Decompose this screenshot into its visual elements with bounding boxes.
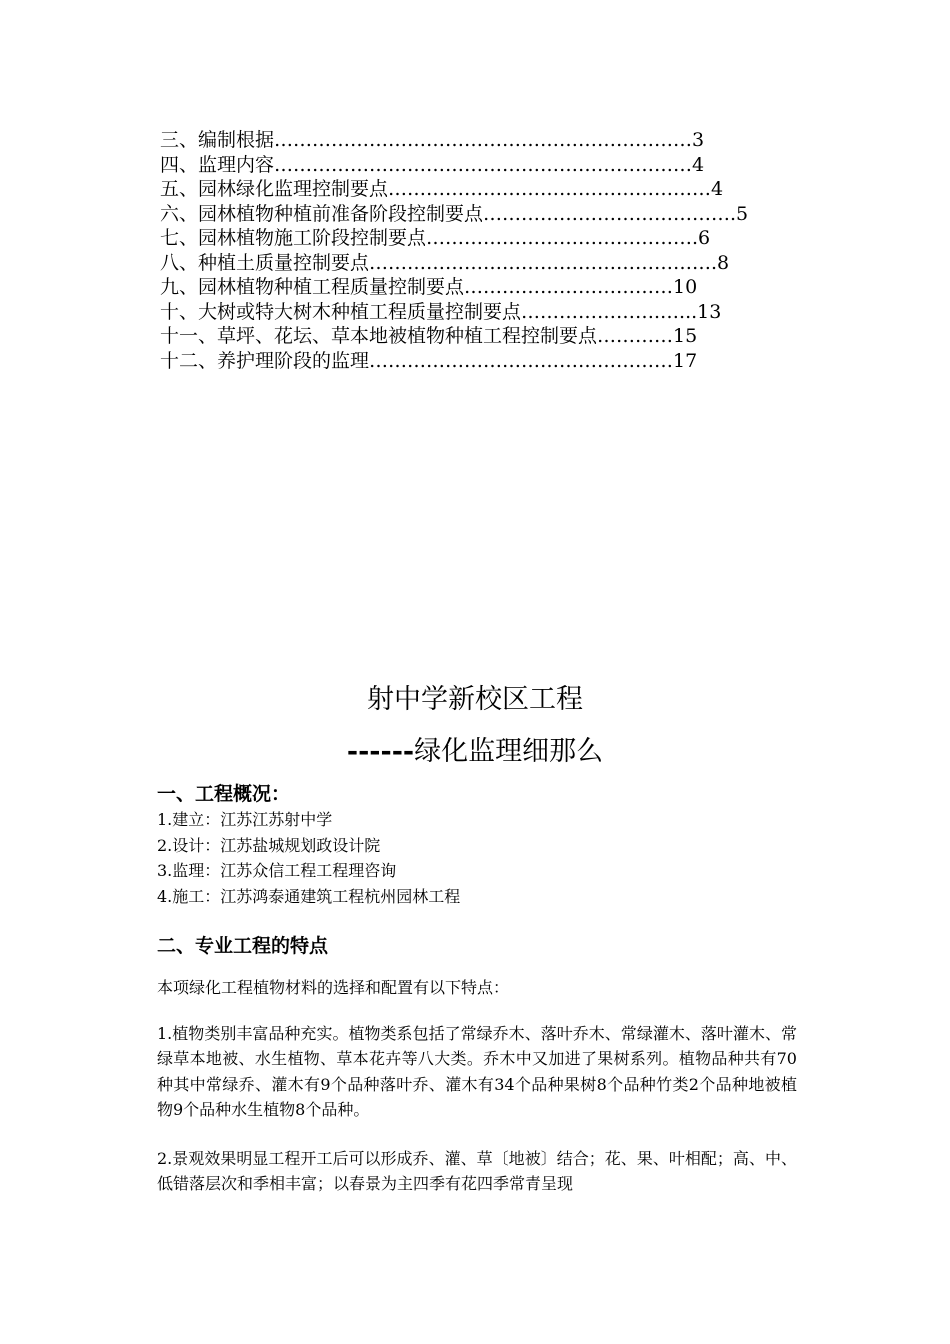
overview-item-construction: 4.施工：江苏鸿泰通建筑工程杭州园林工程 [157,886,461,906]
section-heading-overview: 一、工程概况： [157,783,291,805]
toc-entry-12[interactable]: 十二、养护理阶段的监理…………………………………………17 [160,349,698,372]
toc-entry-4[interactable]: 四、监理内容…………………………………………………………4 [160,153,705,176]
table-of-contents [160,128,800,373]
toc-entry-3[interactable]: 三、编制根据…………………………………………………………3 [160,129,705,151]
toc-entry-7[interactable]: 七、园林植物施工阶段控制要点…………………………………….6 [160,227,711,249]
title-subtitle: 绿化监理细那么 [414,736,604,767]
overview-item-builder: 1.建立：江苏江苏射中学 [157,810,333,829]
document-title [0,680,950,772]
title-line-2 [0,732,950,772]
section-heading-features: 二、专业工程的特点 [157,935,329,957]
toc-entry-5[interactable]: 五、园林绿化监理控制要点……………………………………………4 [160,178,724,200]
toc-entry-6[interactable]: 六、园林植物种植前准备阶段控制要点………………………………….5 [160,202,749,225]
toc-entry-11[interactable]: 十一、草坪、花坛、草本地被植物种植工程控制要点…………15 [160,325,698,347]
toc-entry-8[interactable]: 八、种植土质量控制要点……………………………………………….8 [160,251,730,274]
toc-entry-10[interactable]: 十、大树或特大树木种植工程质量控制要点………………….…...13 [160,300,722,323]
features-paragraph-2: 2.景观效果明显工程开工后可以形成乔、灌、草〔地被〕结合；花、果、叶相配；高、中、低错落层次和季相丰富；以春景为主四季有花四季常青呈现 [157,1148,797,1193]
title-line-1: 射中学新校区工程 [367,684,583,715]
overview-item-design: 2.设计：江苏盐城规划政设计院 [157,835,381,855]
features-intro: 本项绿化工程植物材料的选择和配置有以下特点： [157,978,510,997]
toc-entry-9[interactable]: 九、园林植物种植工程质量控制要点……………………………10 [160,276,698,298]
overview-item-supervision: 3.监理：江苏众信工程工程理咨询 [157,861,397,880]
features-paragraph-1: 1.植物类别丰富品种充实。植物类系包括了常绿乔木、落叶乔木、常绿灌木、落叶灌木、常绿草本地被、水生植物、草本花卉等八大类。乔木中又加进了果树系列。植物品种共有70种其中常绿乔、灌木有9个品种落叶乔、灌木有34个品种果树8个品种竹类2个品种地被植物9个品种水生植物8个品种。 [157,1023,797,1119]
document-body [157,781,797,1197]
title-dashes: ------ [346,736,415,767]
